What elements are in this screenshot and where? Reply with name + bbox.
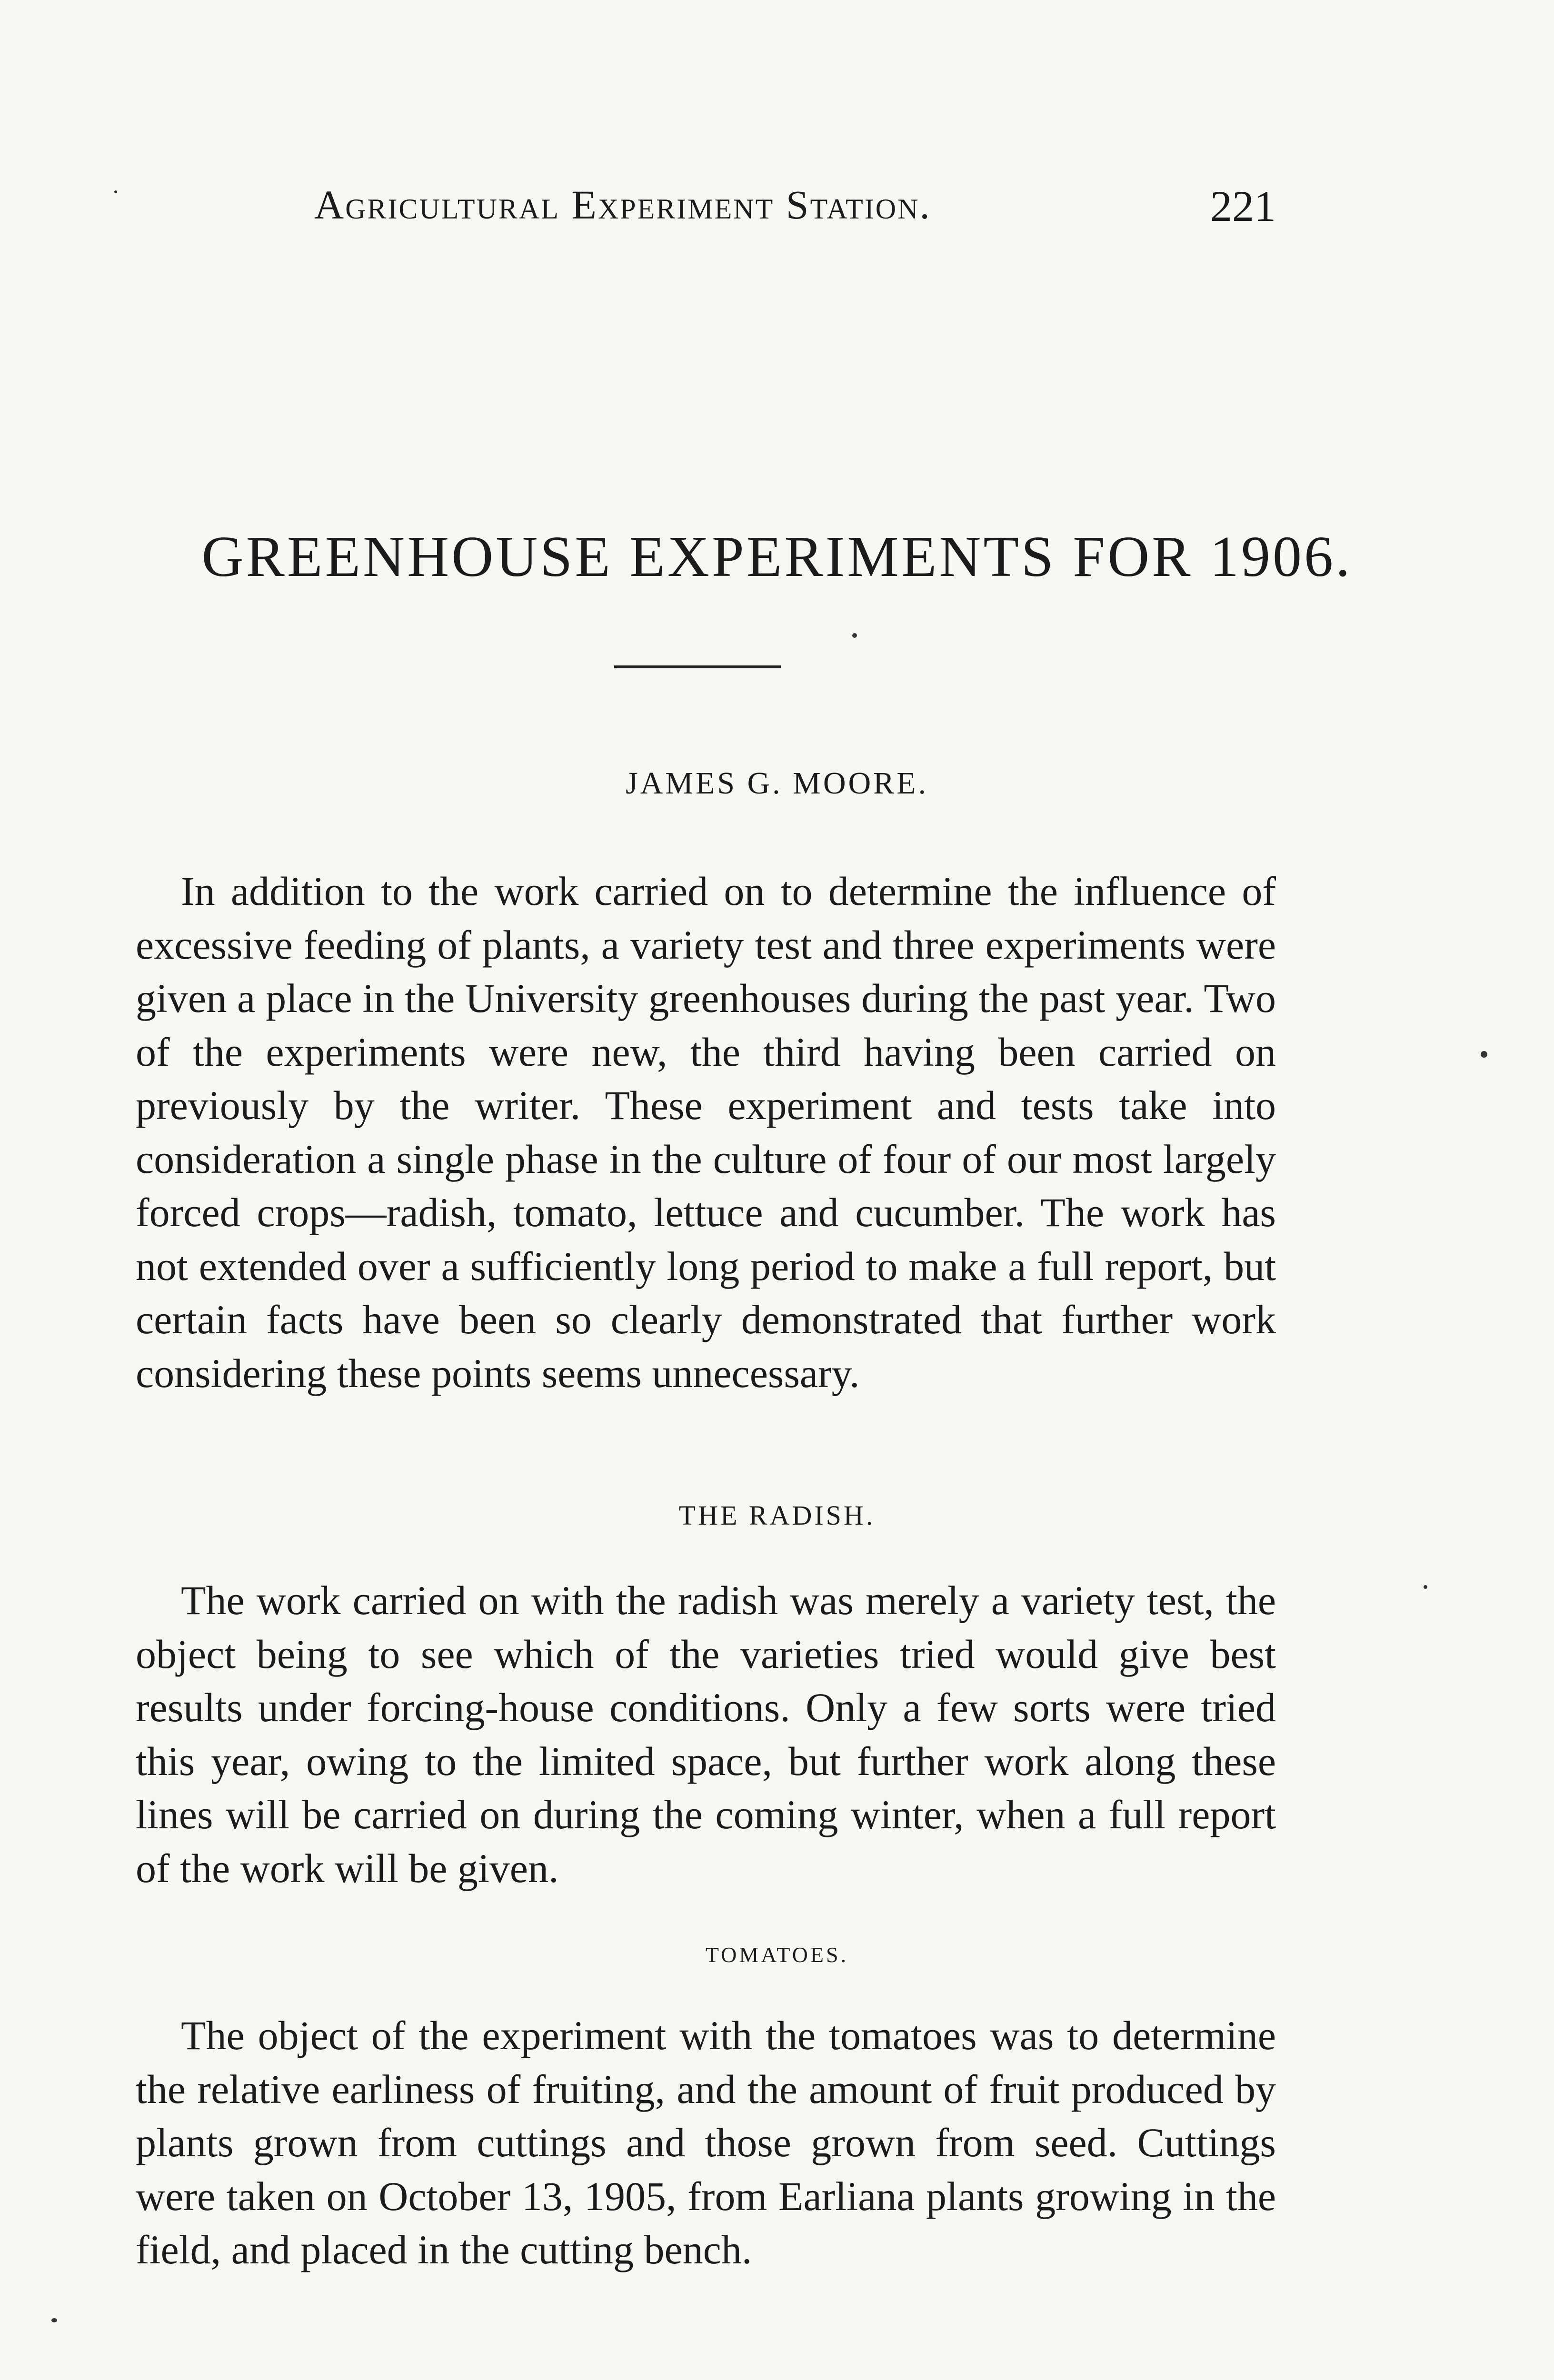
scan-speck [852, 633, 857, 638]
tomatoes-heading: TOMATOES. [705, 1943, 849, 1967]
running-title: Agricultural Experiment Station. [314, 182, 931, 228]
scan-speck [1424, 1585, 1427, 1589]
article-title: GREENHOUSE EXPERIMENTS FOR 1906. [201, 525, 1353, 589]
tomatoes-paragraph: The object of the experiment with the tomatoes was to determine the relative earliness of fruiting, and the amount of fruit produced by plants grown from cuttings and those grown from seed. Cuttings were taken on October 13, 1905, from Earliana plants growing in the field, and placed in the cutting bench. [136, 2013, 1276, 2272]
scan-speck [1481, 1051, 1487, 1058]
scan-speck [114, 190, 117, 193]
page-number: 221 [1210, 182, 1276, 230]
radish-paragraph: The work carried on with the radish was merely a variety test, the object being to see which of the varieties tried would give best results under forcing-house conditions. Only a few sorts were tried this year, owing to the limited space, but further work along these lines will be carried on during the coming winter, when a full report of the work will be given. [136, 1577, 1276, 1891]
scan-speck [51, 2318, 57, 2322]
intro-paragraph: In addition to the work carried on to determine the influence of excessive feeding of plants, a variety test and three experiments were given a place in the University greenhouses during the past year. Two of the experiments were new, the third having been carried on previously by the writer. These experiment and tests take into consideration a single phase in the culture of four of our most largely forced crops—radish, tomato, lettuce and cucumber. The work has not extended over a sufficiently long period to make a full report, but certain facts have been so clearly demonstrated that further work considering these points seems unnecessary. [136, 868, 1276, 1396]
running-head [314, 181, 1276, 238]
radish-heading: THE RADISH. [678, 1500, 876, 1531]
author-byline: JAMES G. MOORE. [625, 766, 929, 801]
title-rule [614, 665, 781, 668]
